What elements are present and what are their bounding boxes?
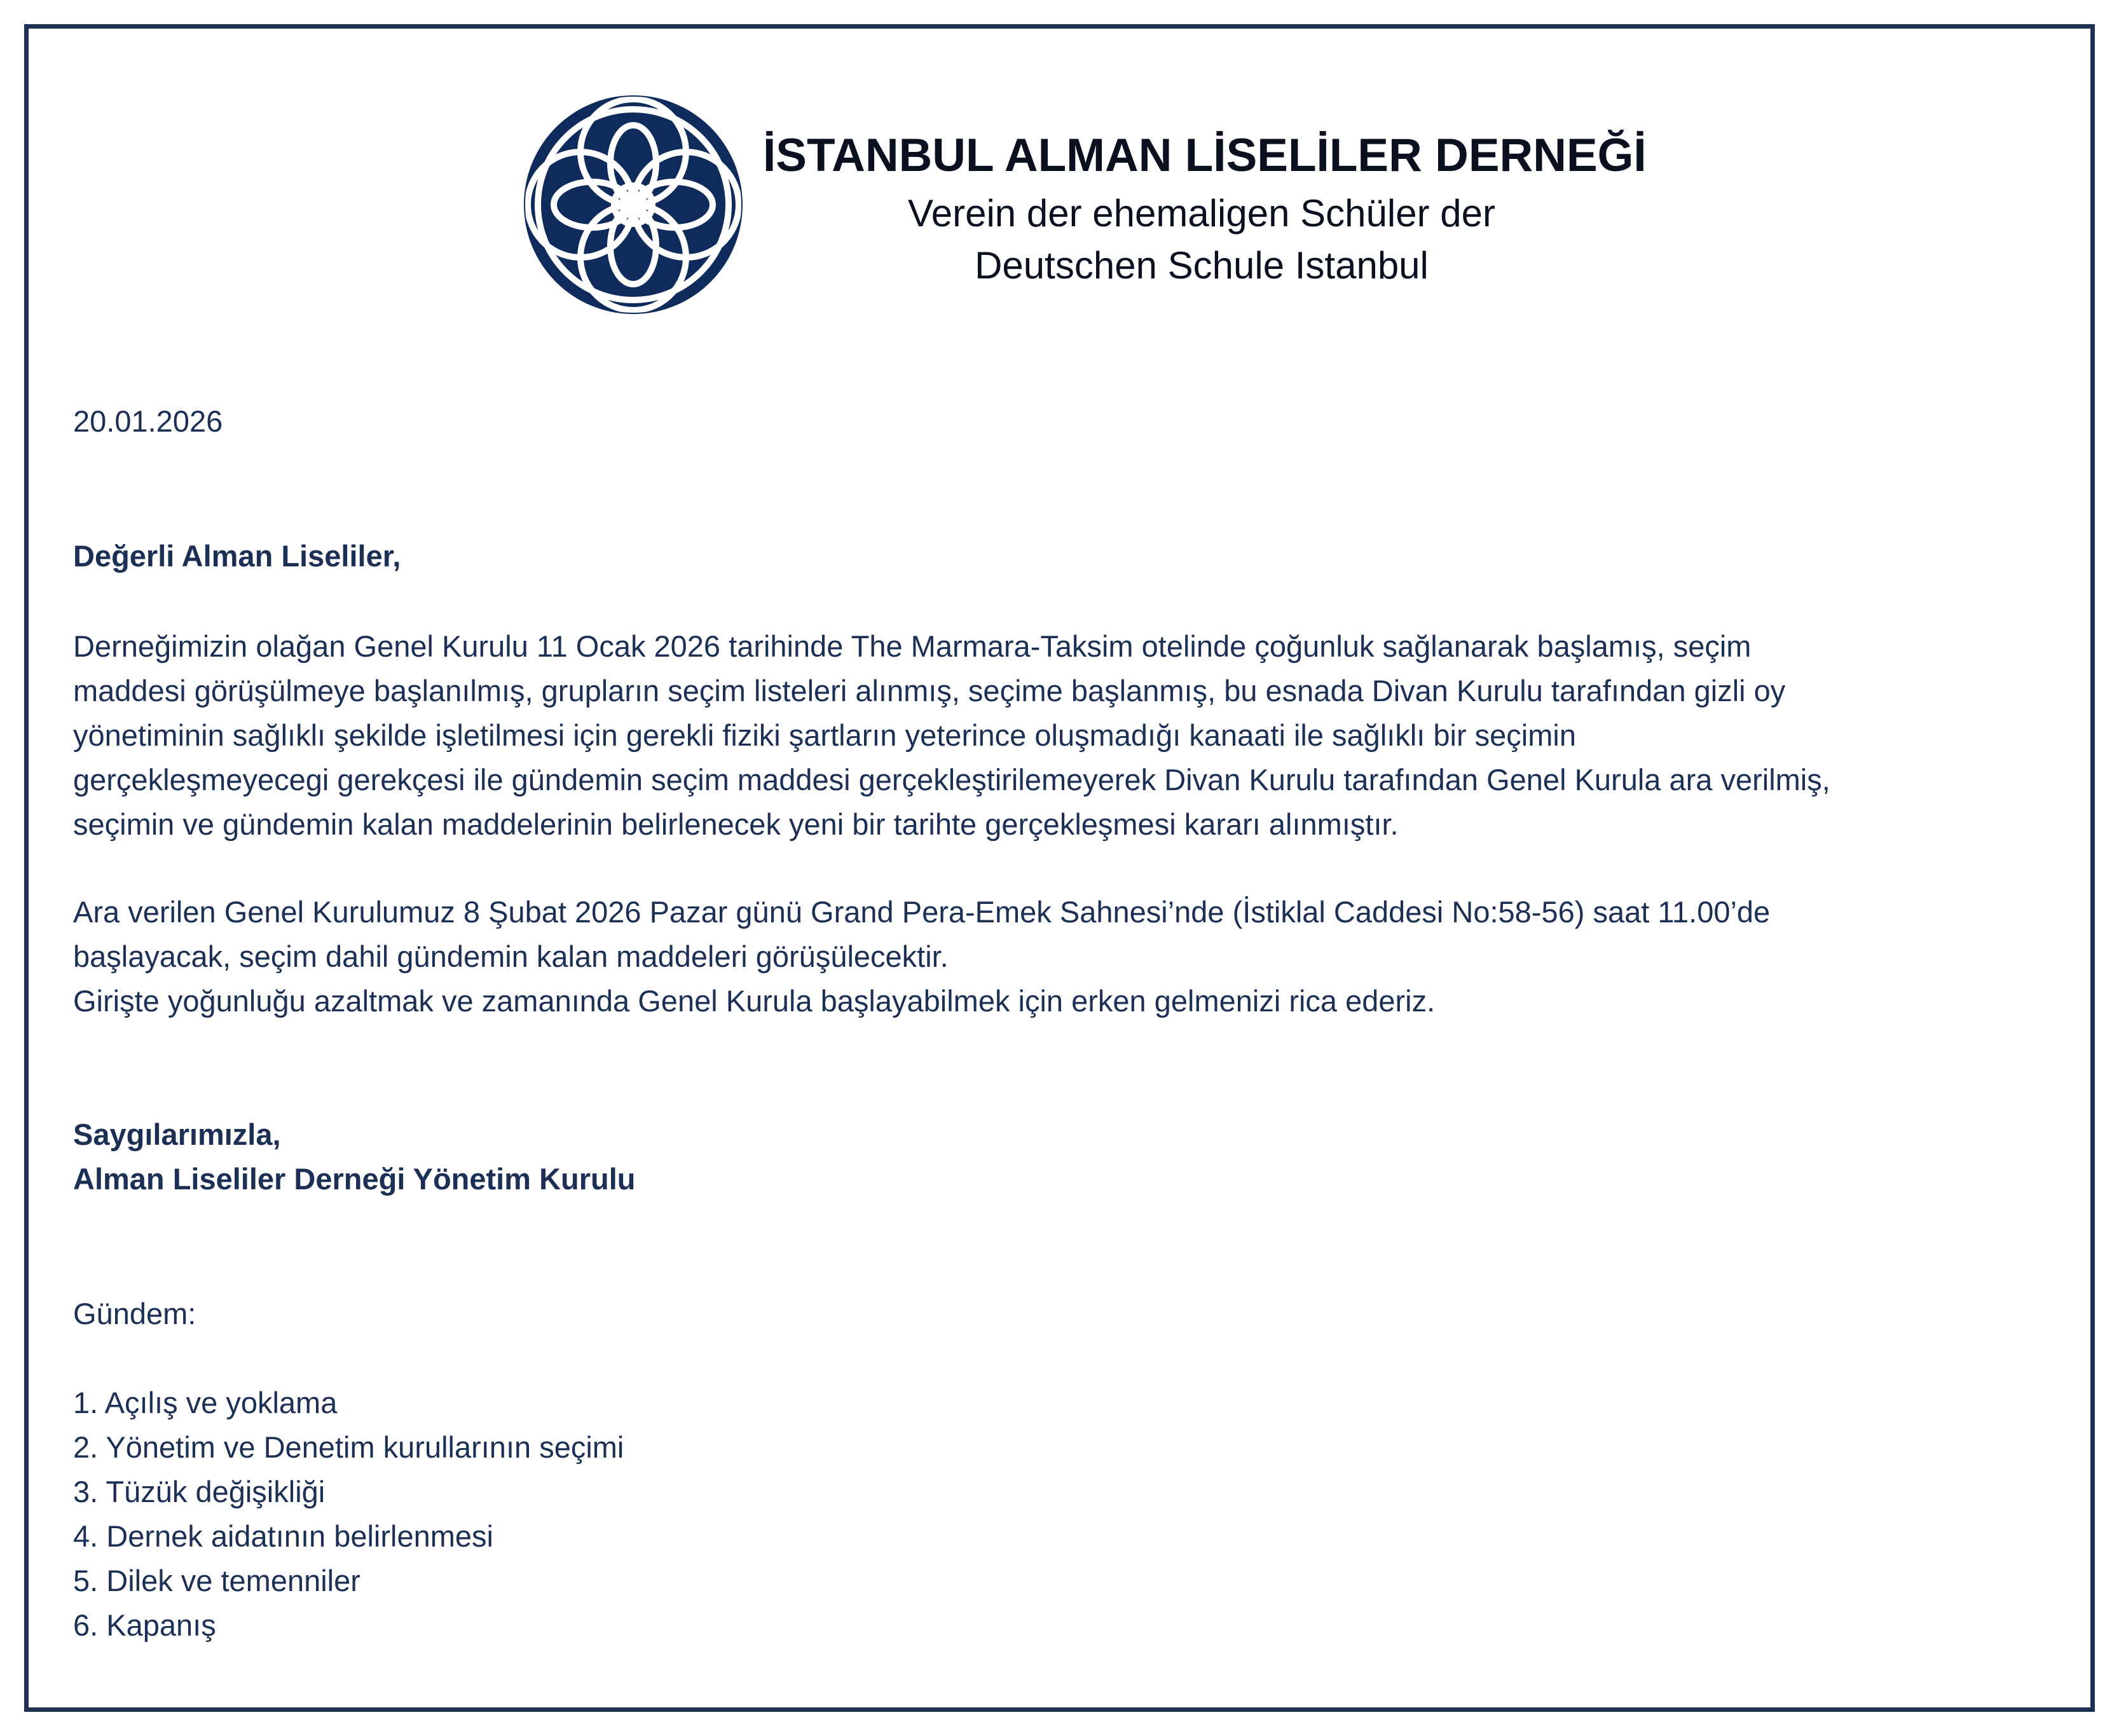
salutation: Değerli Alman Liseliler, (73, 539, 401, 573)
paragraph-2-line: başlayacak, seçim dahil gündemin kalan maddeleri görüşülecektir. (73, 940, 949, 973)
agenda-item: 6. Kapanış (73, 1608, 216, 1642)
organization-subtitle-line2: Deutschen Schule Istanbul (975, 244, 1429, 287)
agenda-item: 3. Tüzük değişikliği (73, 1475, 326, 1508)
organization-name: İSTANBUL ALMAN LİSELİLER DERNEĞİ (763, 130, 1647, 181)
organization-subtitle-line1: Verein der ehemaligen Schüler der (908, 192, 1495, 235)
closing (73, 1112, 636, 1201)
paragraph-1 (73, 624, 1830, 847)
paragraph-2-line: Ara verilen Genel Kurulumuz 8 Şubat 2026 Pazar günü Grand Pera-Emek Sahnesi’nde (İstiklal Caddesi No:58-56) saat 11.00’de (73, 895, 1771, 929)
closing-greeting: Saygılarımızla, (73, 1117, 281, 1151)
agenda-item: 1. Açılış ve yoklama (73, 1386, 338, 1419)
signatory: Alman Liseliler Derneği Yönetim Kurulu (73, 1162, 636, 1196)
paragraph-1-line: Derneğimizin olağan Genel Kurulu 11 Ocak 2026 tarihinde The Marmara-Taksim otelinde çoğunluk sağlanarak başlamış, seçim (73, 629, 1752, 663)
agenda-title: Gündem: (73, 1297, 196, 1330)
rosette-logo-icon (523, 95, 743, 315)
paragraph-2-line: Girişte yoğunluğu azaltmak ve zamanında Genel Kurula başlayabilmek için erken gelmenizi rica ederiz. (73, 984, 1436, 1018)
paragraph-2 (73, 890, 1770, 1023)
paragraph-1-line: seçimin ve gündemin kalan maddelerinin belirlenecek yeni bir tarihte gerçekleşmesi kararı alınmıştır. (73, 807, 1399, 841)
letter-date: 20.01.2026 (73, 404, 223, 438)
paragraph-1-line: gerçekleşmeyecegi gerekçesi ile gündemin seçim maddesi gerçekleştirilemeyerek Divan Kurulu tarafından Genel Kurula ara verilmiş, (73, 763, 1830, 796)
paragraph-1-line: maddesi görüşülmeye başlanılmış, grupların seçim listeleri alınmış, seçime başlanmış, bu esnada Divan Kurulu tarafından gizli oy (73, 674, 1786, 707)
agenda-item: 5. Dilek ve temenniler (73, 1564, 360, 1597)
paragraph-1-line: yönetiminin sağlıklı şekilde işletilmesi için gerekli fiziki şartların yeterince oluşmadığı kanaati ile sağlıklı bir seçimin (73, 718, 1576, 752)
agenda-list (73, 1381, 624, 1648)
agenda-item: 4. Dernek aidatının belirlenmesi (73, 1519, 493, 1553)
agenda-item: 2. Yönetim ve Denetim kurullarının seçimi (73, 1430, 624, 1464)
